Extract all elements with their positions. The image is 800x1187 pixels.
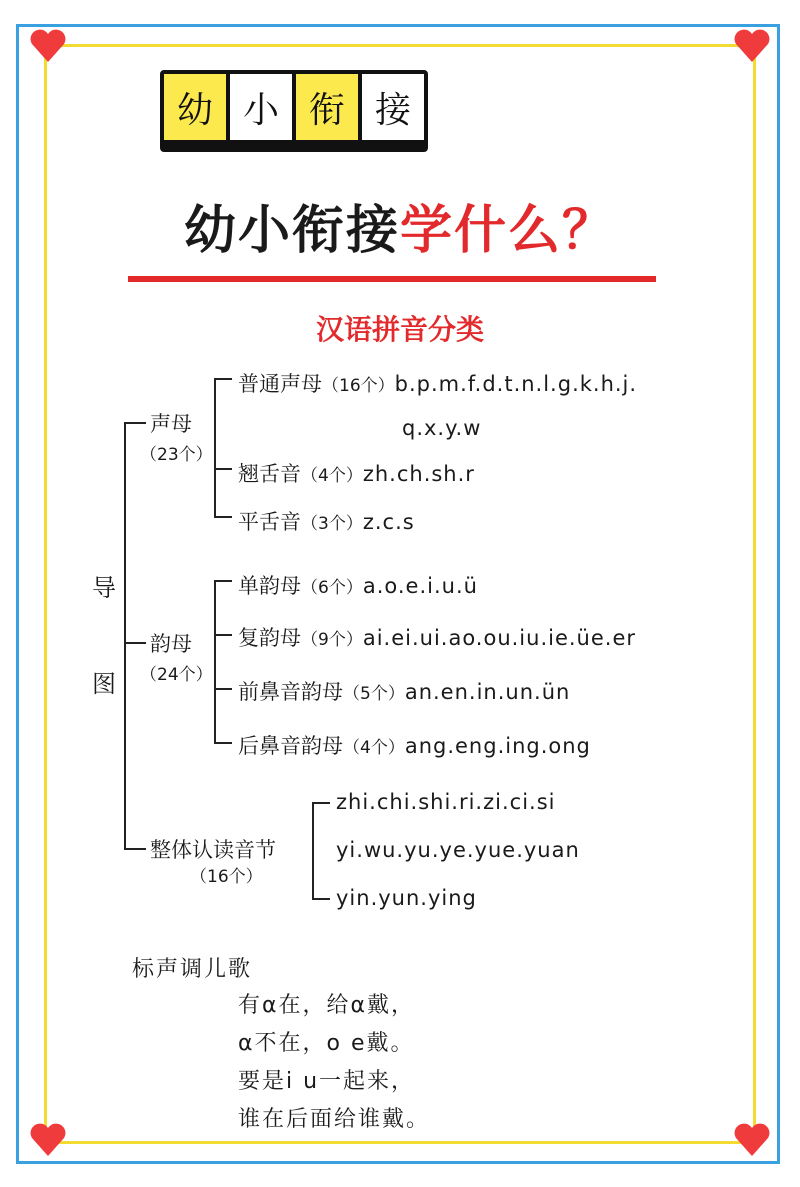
bracket-line <box>214 580 216 744</box>
bracket-line <box>214 580 232 582</box>
bracket-line <box>214 742 232 744</box>
badge-char: 幼 <box>164 74 226 140</box>
guide-char: 图 <box>92 670 116 698</box>
subtitle: 汉语拼音分类 <box>315 313 484 346</box>
zhengti-row: zhi.chi.shi.ri.zi.ci.si <box>336 790 556 814</box>
title-underline <box>128 276 656 282</box>
poem-title: 标声调儿歌 <box>132 957 253 982</box>
row-qianbi <box>238 676 570 706</box>
row-fuyun <box>238 622 636 652</box>
row-count: （16个） <box>322 376 395 396</box>
zhengti-row: yin.yun.ying <box>336 886 477 910</box>
title-red: 学什么？ <box>400 201 617 261</box>
branch-line <box>124 422 146 424</box>
row-count: （4个） <box>343 738 405 758</box>
bracket-line <box>214 468 232 470</box>
bracket-line <box>312 802 314 900</box>
row-count: （6个） <box>301 578 363 598</box>
poem-line: 要是i u一起来， <box>238 1069 416 1094</box>
row-content-cont: q.x.y.w <box>402 416 482 440</box>
row-content: a.o.e.i.u.ü <box>362 574 478 598</box>
heart-icon <box>732 26 772 66</box>
bracket-line <box>214 378 232 380</box>
title-black: 幼小衔接 <box>183 201 400 261</box>
row-content: zh.ch.sh.r <box>362 462 475 486</box>
row-label: 普通声母 <box>238 372 322 396</box>
row-count: （9个） <box>301 630 363 650</box>
row-content: ai.ei.ui.ao.ou.iu.ie.üe.er <box>362 626 637 650</box>
row-count: （4个） <box>301 466 363 486</box>
bracket-line <box>214 378 216 518</box>
poem-line: α不在，o e戴。 <box>238 1031 415 1056</box>
row-label: 后鼻音韵母 <box>238 734 343 758</box>
poem-line: 有α在，给α戴， <box>238 993 416 1018</box>
bracket-line <box>312 802 330 804</box>
group-label-zhengti: 整体认读音节 <box>150 838 276 862</box>
heart-icon <box>28 1120 68 1160</box>
row-content: an.en.in.un.ün <box>404 680 571 704</box>
branch-line <box>124 848 146 850</box>
row-danyun <box>238 570 478 600</box>
group-count: （16个） <box>190 867 263 887</box>
row-label: 复韵母 <box>238 626 301 650</box>
poem-line: 谁在后面给谁戴。 <box>238 1107 431 1132</box>
row-count: （5个） <box>343 684 405 704</box>
group-label-shengmu: 声母 <box>150 412 192 436</box>
row-label: 单韵母 <box>238 574 301 598</box>
bracket-line <box>312 898 330 900</box>
branch-line <box>124 642 146 644</box>
bracket-line <box>214 516 232 518</box>
group-label-yunmu: 韵母 <box>150 632 192 656</box>
badge-char: 小 <box>230 74 292 140</box>
row-content: b.p.m.f.d.t.n.l.g.k.h.j. <box>394 372 638 396</box>
tree-trunk <box>124 422 126 850</box>
row-label: 翘舌音 <box>238 462 301 486</box>
page-title <box>0 188 800 263</box>
row-label: 平舌音 <box>238 510 301 534</box>
bracket-line <box>214 634 232 636</box>
row-content: ang.eng.ing.ong <box>404 734 591 758</box>
row-content: z.c.s <box>362 510 415 534</box>
row-count: （3个） <box>301 514 363 534</box>
row-label: 前鼻音韵母 <box>238 680 343 704</box>
row-houbi <box>238 730 591 760</box>
zhengti-row: yi.wu.yu.ye.yue.yuan <box>336 838 580 862</box>
row-qiaoshe <box>238 458 475 488</box>
bracket-line <box>214 688 232 690</box>
heart-icon <box>28 26 68 66</box>
group-count: （24个） <box>140 665 213 685</box>
badge-char: 衔 <box>296 74 358 140</box>
group-count: （23个） <box>140 445 213 465</box>
guide-char: 导 <box>92 574 116 602</box>
row-putong <box>238 368 637 398</box>
header-badge <box>160 70 428 152</box>
row-pingshe <box>238 506 415 536</box>
badge-char: 接 <box>362 74 424 140</box>
heart-icon <box>732 1120 772 1160</box>
